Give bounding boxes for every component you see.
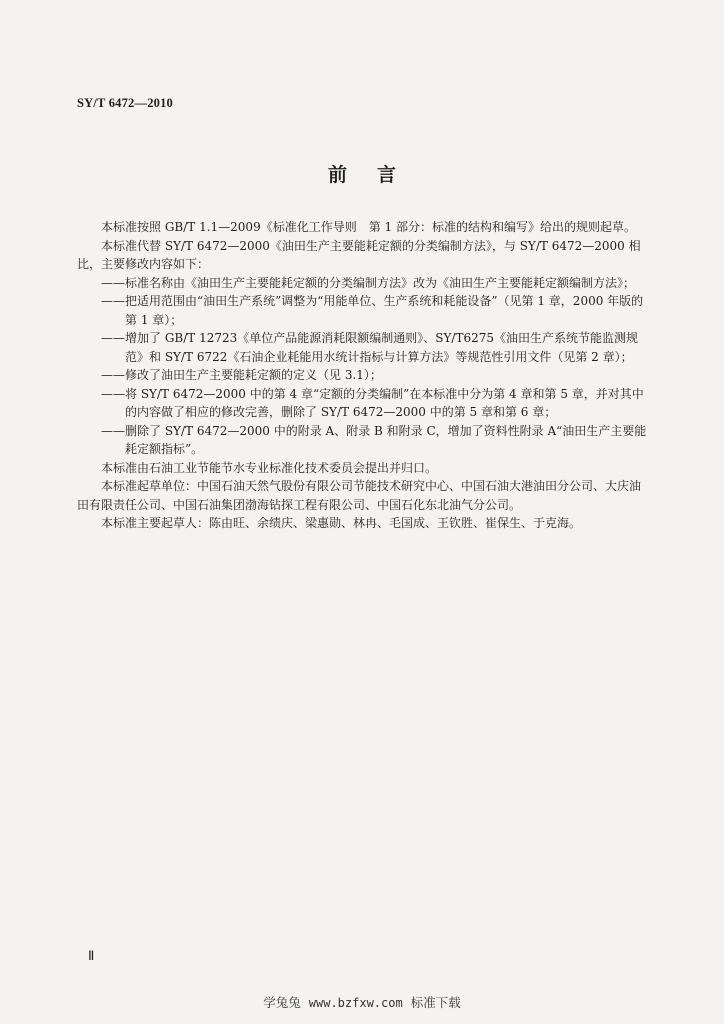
page-number: Ⅱ <box>88 948 95 963</box>
list-item-change: ——将 SY/T 6472—2000 中的第 4 章“定额的分类编制”在本标准中分为第 4 章和第 5 章，并对其中的内容做了相应的修改完善，删除了 SY/T 6472—2000 中的第 5 章和第 6 章； <box>101 386 644 419</box>
download-footer <box>0 993 724 1011</box>
list-item-change: ——把适用范围由“油田生产系统”调整为“用能单位、生产系统和耗能设备”（见第 1 章，2000 年版的第 1 章）； <box>101 294 644 327</box>
list-item-change: ——删除了 SY/T 6472—2000 中的附录 A、附录 B 和附录 C，增加了资料性附录 A“油田生产主要能耗定额指标”。 <box>101 423 647 456</box>
paragraph-replacement: 本标准代替 SY/T 6472—2000《油田生产主要能耗定额的分类编制方法》，与 SY/T 6472—2000 相比，主要修改内容如下： <box>77 238 641 271</box>
footer-site-name: 学兔兔 <box>263 995 301 1010</box>
title-char-1: 前 <box>327 164 347 186</box>
page-title <box>0 160 724 187</box>
list-item-change: ——增加了 GB/T 12723《单位产品能源消耗限额编制通则》、SY/T6275《油田生产系统节能监测规范》和 SY/T 6722《石油企业耗能用水统计指标与计算方法》等规范性引用文件（见第 2 章）； <box>101 331 638 364</box>
list-item-change: ——标准名称由《油田生产主要能耗定额的分类编制方法》改为《油田生产主要能耗定额编制方法》； <box>101 275 636 290</box>
title-char-2: 言 <box>377 164 397 186</box>
footer-url: www.bzfxw.com <box>308 996 403 1010</box>
foreword-body <box>77 218 647 533</box>
list-item-change: ——修改了油田生产主要能耗定额的定义（见 3.1）； <box>101 368 382 382</box>
paragraph-proposer: 本标准由石油工业节能节水专业标准化技术委员会提出并归口。 <box>101 460 438 475</box>
footer-tagline: 标准下载 <box>410 995 461 1010</box>
paragraph-drafting-rule: 本标准按照 GB/T 1.1—2009《标准化工作导则 第 1 部分：标准的结构和编写》给出的规则起草。 <box>101 220 636 234</box>
standard-code: SY/T 6472—2010 <box>77 96 173 110</box>
paragraph-drafting-units: 本标准起草单位：中国石油天然气股份有限公司节能技术研究中心、中国石油大港油田分公司、大庆油田有限责任公司、中国石油集团渤海钻探工程有限公司、中国石化东北油气分公司。 <box>77 479 642 512</box>
paragraph-drafters: 本标准主要起草人：陈由旺、余绩庆、梁惠勋、林冉、毛国成、王钦胜、崔保生、于克海。 <box>101 516 582 530</box>
